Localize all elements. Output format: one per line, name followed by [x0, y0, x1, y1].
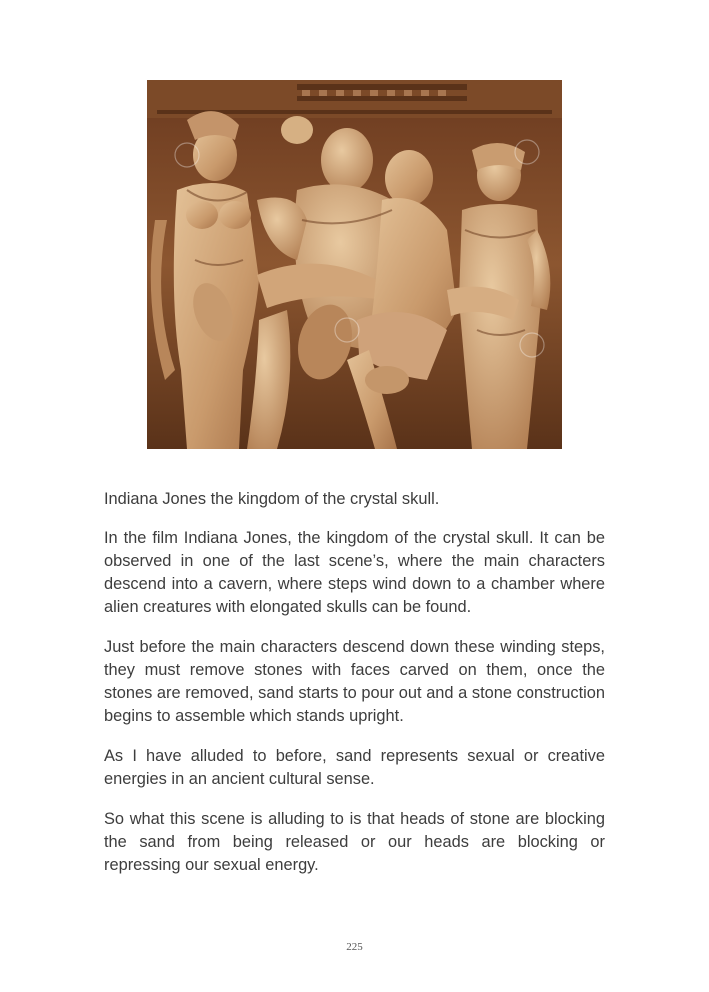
figure-caption: Indiana Jones the kingdom of the crystal skull. — [104, 490, 440, 508]
sculpture-illustration — [147, 80, 562, 449]
paragraph: In the film Indiana Jones, the kingdom of the crystal skull. It can be observed in one of the last scene’s, where the main characters descend into a cavern, where steps wind down to a chamber where alien creatures with elongated skulls can be found. — [104, 529, 605, 616]
paragraph: Just before the main characters descend down these winding steps, they must remove stones with faces carved on them, once the stones are removed, sand starts to pour out and a stone construction begins to assemble which stands upright. — [104, 638, 605, 725]
paragraph: As I have alluded to before, sand represents sexual or creative energies in an ancient cultural sense. — [104, 747, 605, 788]
sculpture-photo — [147, 80, 562, 449]
page-number: 225 — [346, 941, 363, 953]
paragraph: So what this scene is alluding to is that heads of stone are blocking the sand from being released or our heads are blocking or repressing our sexual energy. — [104, 810, 605, 874]
body-text — [104, 488, 605, 894]
